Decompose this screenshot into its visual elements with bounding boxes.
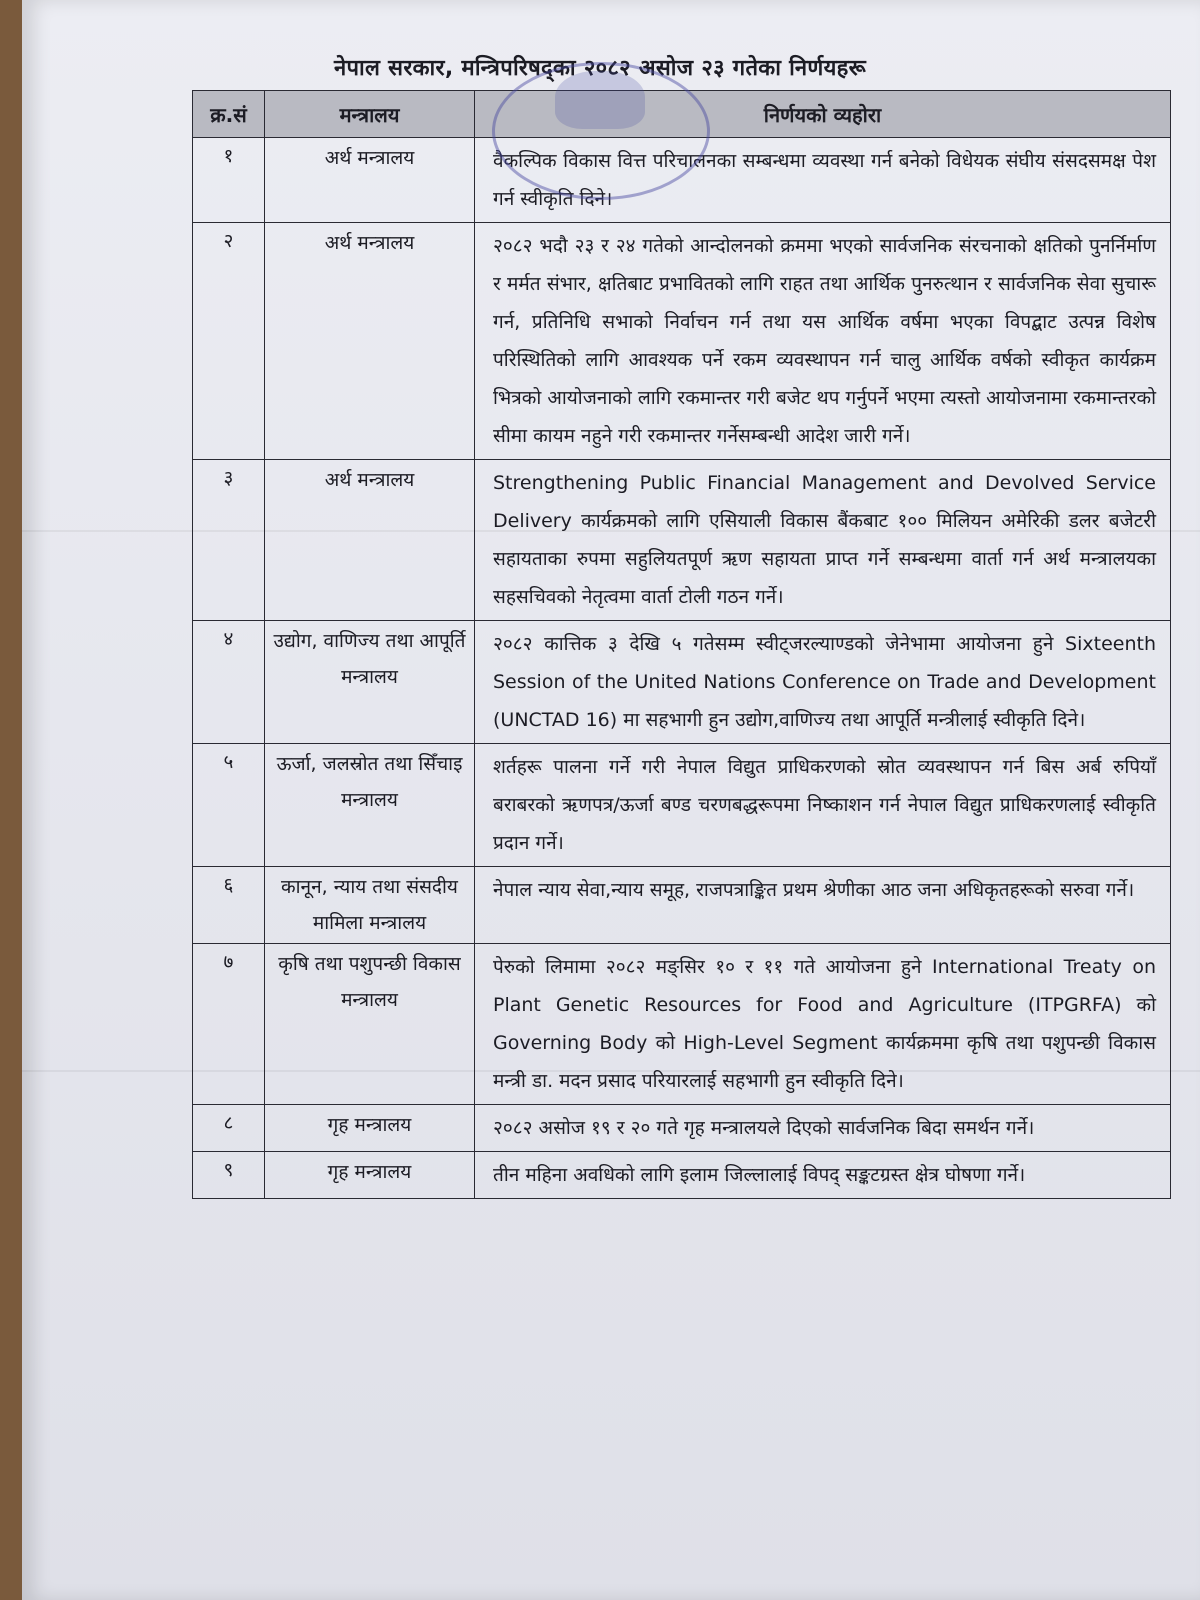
table-row	[193, 944, 1171, 1105]
row-serial: ६	[193, 867, 265, 944]
table-row	[193, 460, 1171, 621]
table-row	[193, 621, 1171, 744]
row-ministry: अर्थ मन्त्रालय	[265, 460, 475, 621]
header-serial: क्र.सं	[193, 91, 265, 138]
row-serial: १	[193, 138, 265, 223]
row-ministry: कानून, न्याय तथा संसदीय मामिला मन्त्रालय	[265, 867, 475, 944]
row-decision: तीन महिना अवधिको लागि इलाम जिल्लालाई विपद् सङ्कटग्रस्त क्षेत्र घोषणा गर्ने।	[475, 1152, 1171, 1199]
row-serial: ९	[193, 1152, 265, 1199]
table-row	[193, 867, 1171, 944]
row-ministry: उद्योग, वाणिज्य तथा आपूर्ति मन्त्रालय	[265, 621, 475, 744]
row-ministry: अर्थ मन्त्रालय	[265, 223, 475, 460]
row-decision: Strengthening Public Financial Management and Devolved Service Delivery कार्यक्रमको लागि एसियाली विकास बैंकबाट १०० मिलियन अमेरिकी डलर बजेटरी सहायताका रुपमा सहुलियतपूर्ण ऋण सहायता प्राप्त गर्ने सम्बन्धमा वार्ता गर्न अर्थ मन्त्रालयका सहसचिवको नेतृत्वमा वार्ता टोली गठन गर्ने।	[475, 460, 1171, 621]
table-row	[193, 1152, 1171, 1199]
row-decision: २०८२ भदौ २३ र २४ गतेको आन्दोलनको क्रममा भएको सार्वजनिक संरचनाको क्षतिको पुनर्निर्माण र मर्मत संभार, क्षतिबाट प्रभावितको लागि राहत तथा आर्थिक पुनरुत्थान र सार्वजनिक सेवा सुचारू गर्न, प्रतिनिधि सभाको निर्वाचन गर्न तथा यस आर्थिक वर्षमा भएका विपद्बाट उत्पन्न विशेष परिस्थितिको लागि आवश्यक पर्ने रकम व्यवस्थापन गर्न चालु आर्थिक वर्षको स्वीकृत कार्यक्रम भित्रको आयोजनाको लागि रकमान्तर गरी बजेट थप गर्नुपर्ने भएमा त्यस्तो आयोजनामा रकमान्तरको सीमा कायम नहुने गरी रकमान्तर गर्नेसम्बन्धी आदेश जारी गर्ने।	[475, 223, 1171, 460]
row-decision: शर्तहरू पालना गर्ने गरी नेपाल विद्युत प्राधिकरणको स्रोत व्यवस्थापन गर्न बिस अर्ब रुपियाँ बराबरको ऋणपत्र/ऊर्जा बण्ड चरणबद्धरूपमा निष्काशन गर्न नेपाल विद्युत प्राधिकरणलाई स्वीकृति प्रदान गर्ने।	[475, 744, 1171, 867]
header-decision: निर्णयको व्यहोरा	[475, 91, 1171, 138]
row-serial: ३	[193, 460, 265, 621]
decisions-table	[192, 90, 1171, 1199]
table-row	[193, 223, 1171, 460]
row-serial: ५	[193, 744, 265, 867]
row-decision: २०८२ असोज १९ र २० गते गृह मन्त्रालयले दिएको सार्वजनिक बिदा समर्थन गर्ने।	[475, 1105, 1171, 1152]
row-serial: ८	[193, 1105, 265, 1152]
row-serial: २	[193, 223, 265, 460]
row-serial: ४	[193, 621, 265, 744]
row-ministry: ऊर्जा, जलस्रोत तथा सिँचाइ मन्त्रालय	[265, 744, 475, 867]
row-ministry: कृषि तथा पशुपन्छी विकास मन्त्रालय	[265, 944, 475, 1105]
header-ministry: मन्त्रालय	[265, 91, 475, 138]
table-row	[193, 1105, 1171, 1152]
table-row	[193, 138, 1171, 223]
row-ministry: गृह मन्त्रालय	[265, 1105, 475, 1152]
row-decision: वैकल्पिक विकास वित्त परिचालनका सम्बन्धमा व्यवस्था गर्न बनेको विधेयक संघीय संसदसमक्ष पेश गर्न स्वीकृति दिने।	[475, 138, 1171, 223]
row-ministry: गृह मन्त्रालय	[265, 1152, 475, 1199]
row-decision: पेरुको लिमामा २०८२ मङ्सिर १० र ११ गते आयोजना हुने International Treaty on Plant Genetic Resources for Food and Agriculture (ITPGRFA) को Governing Body को High-Level Segment कार्यक्रममा कृषि तथा पशुपन्छी विकास मन्त्री डा. मदन प्रसाद परियारलाई सहभागी हुन स्वीकृति दिने।	[475, 944, 1171, 1105]
row-ministry: अर्थ मन्त्रालय	[265, 138, 475, 223]
table-row	[193, 744, 1171, 867]
document-title: नेपाल सरकार, मन्त्रिपरिषद्का २०८२ असोज २३ गतेका निर्णयहरू	[334, 56, 866, 81]
row-serial: ७	[193, 944, 265, 1105]
table-header-row	[193, 91, 1171, 138]
row-decision: २०८२ कात्तिक ३ देखि ५ गतेसम्म स्वीट्जरल्याण्डको जेनेभामा आयोजना हुने Sixteenth Session of the United Nations Conference on Trade and Development (UNCTAD 16) मा सहभागी हुन उद्योग,वाणिज्य तथा आपूर्ति मन्त्रीलाई स्वीकृति दिने।	[475, 621, 1171, 744]
row-decision: नेपाल न्याय सेवा,न्याय समूह, राजपत्राङ्कित प्रथम श्रेणीका आठ जना अधिकृतहरूको सरुवा गर्ने।	[475, 867, 1171, 944]
